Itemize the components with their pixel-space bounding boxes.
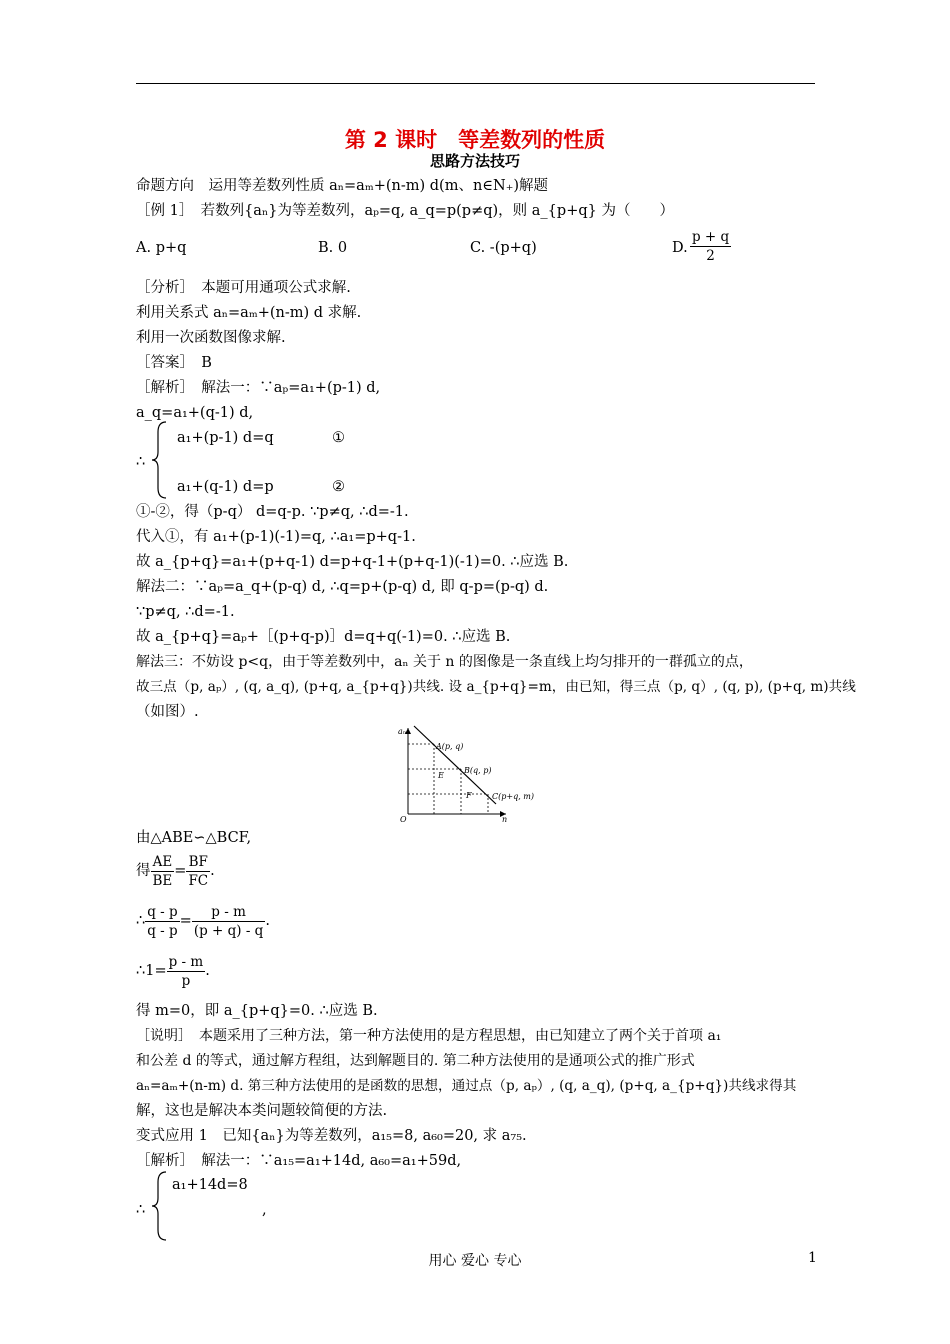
y-axis-label: aₙ	[398, 727, 407, 736]
x-axis-label: n	[502, 815, 508, 822]
text-line: 故 a_{p+q}=aₚ+［(p+q-p)］d=q+q(-1)=0. ∴应选 B.	[136, 629, 511, 645]
left-brace	[150, 420, 170, 500]
text-line: 和公差 d 的等式，通过解方程组，达到解题目的. 第二种方法使用的是通项公式的推广形式	[136, 1053, 695, 1069]
text-line: ①-②，得（p-q） d=q-p. ∵p≠q, ∴d=-1.	[136, 504, 409, 520]
text-line: ［解析］ 解法一：∵aₚ=a₁+(p-1) d,	[136, 380, 381, 396]
text-line: 得 m=0，即 a_{p+q}=0. ∴应选 B.	[136, 1003, 378, 1019]
ratio-equation-1: 得 $\frac{AE}{BE}$ = $\frac{BF}{FC}$ .	[136, 853, 215, 889]
left-brace	[150, 1170, 170, 1242]
text-line: 故三点（p, aₚ）, (q, a_q), (p+q, a_{p+q})共线. 设 a_{p+q}=m，由已知，得三点（p, q）, (q, p), (p+q, m)共线	[136, 679, 856, 695]
text-line: ［分析］ 本题可用通项公式求解.	[136, 280, 351, 296]
point-b-label: B(q, p)	[464, 766, 492, 775]
text-line: 命题方向 运用等差数列性质 aₙ=aₘ+(n-m) d(m、n∈N₊)解题	[136, 178, 549, 194]
ratio-equation-3: ∴1= $\frac{p - m}{p}$ .	[136, 953, 210, 989]
text-line: ［答案］ B	[136, 355, 212, 371]
equation-1-mark: ①	[332, 430, 345, 446]
page-number: 1	[808, 1250, 817, 1266]
point-c-label: C(p+q, m)	[492, 792, 534, 801]
text-line: 解法三：不妨设 p<q，由于等差数列中，aₙ 关于 n 的图像是一条直线上均匀排开的一群孤立的点，	[136, 654, 753, 670]
text-line: 故 a_{p+q}=a₁+(p+q-1) d=p+q-1+(p+q-1)(-1)=0. ∴应选 B.	[136, 554, 569, 570]
text-line: aₙ=aₘ+(n-m) d. 第三种方法使用的是函数的思想，通过点（p, aₚ）, (q, a_q), (p+q, a_{p+q})共线求得其	[136, 1078, 797, 1094]
equation-1: a₁+(p-1) d=q	[177, 430, 274, 446]
text-line: 利用一次函数图像求解.	[136, 330, 286, 346]
text-line: 由△ABE∽△BCF,	[136, 830, 252, 846]
point-f-label: F	[466, 791, 472, 800]
point-a-label: A(p, q)	[436, 742, 464, 751]
text-line: （如图）.	[136, 704, 199, 720]
text-line: ［说明］ 本题采用了三种方法，第一种方法使用的是方程思想，由已知建立了两个关于首项 a₁	[136, 1028, 722, 1044]
text-line: 利用关系式 aₙ=aₘ+(n-m) d 求解.	[136, 305, 362, 321]
text-line: 变式应用 1 已知{aₙ}为等差数列，a₁₅=8, a₆₀=20, 求 a₇₅.	[136, 1128, 527, 1144]
option-c: C. -(p+q)	[470, 240, 537, 256]
section-subtitle: 思路方法技巧	[429, 152, 520, 170]
equation-2: a₁+(q-1) d=p	[177, 479, 274, 495]
text-line: 解法二：∵aₚ=a_q+(p-q) d, ∴q=p+(p-q) d, 即 q-p=(p-q) d.	[136, 579, 549, 595]
option-b: B. 0	[318, 240, 348, 256]
page-title: 第 2 课时 等差数列的性质	[344, 128, 606, 152]
equation-2-mark: ②	[332, 479, 345, 495]
text-line: ［例 1］ 若数列{aₙ}为等差数列，aₚ=q, a_q=p(p≠q)，则 a_{p+q} 为（ ）	[136, 203, 674, 219]
origin-label: O	[400, 815, 407, 822]
page-footer: 用心 爱心 专心	[428, 1253, 522, 1269]
option-d-fraction: $\frac{p + q}{2}$	[692, 229, 730, 264]
equation-3: a₁+14d=8	[172, 1177, 248, 1193]
text-line: ［解析］ 解法一：∵a₁₅=a₁+14d, a₆₀=a₁+59d,	[136, 1153, 462, 1169]
text-line: ∵p≠q, ∴d=-1.	[136, 604, 235, 620]
line-figure	[396, 722, 556, 822]
point-e-label: E	[438, 771, 444, 780]
option-a: A. p+q	[136, 240, 187, 256]
comma: ,	[262, 1202, 267, 1218]
ratio-equation-2: ∴ $\frac{q - p}{q - p}$ = $\frac{p - m}{(p + q) - q}$ .	[136, 903, 270, 939]
therefore-symbol: ∴	[136, 1202, 146, 1218]
header-rule	[136, 83, 815, 84]
text-line: 解，这也是解决本类问题较简便的方法.	[136, 1103, 388, 1119]
option-d: D.	[672, 240, 688, 256]
text-line: a_q=a₁+(q-1) d,	[136, 405, 254, 421]
text-line: 代入①，有 a₁+(p-1)(-1)=q, ∴a₁=p+q-1.	[136, 529, 416, 545]
therefore-symbol: ∴	[136, 454, 146, 470]
